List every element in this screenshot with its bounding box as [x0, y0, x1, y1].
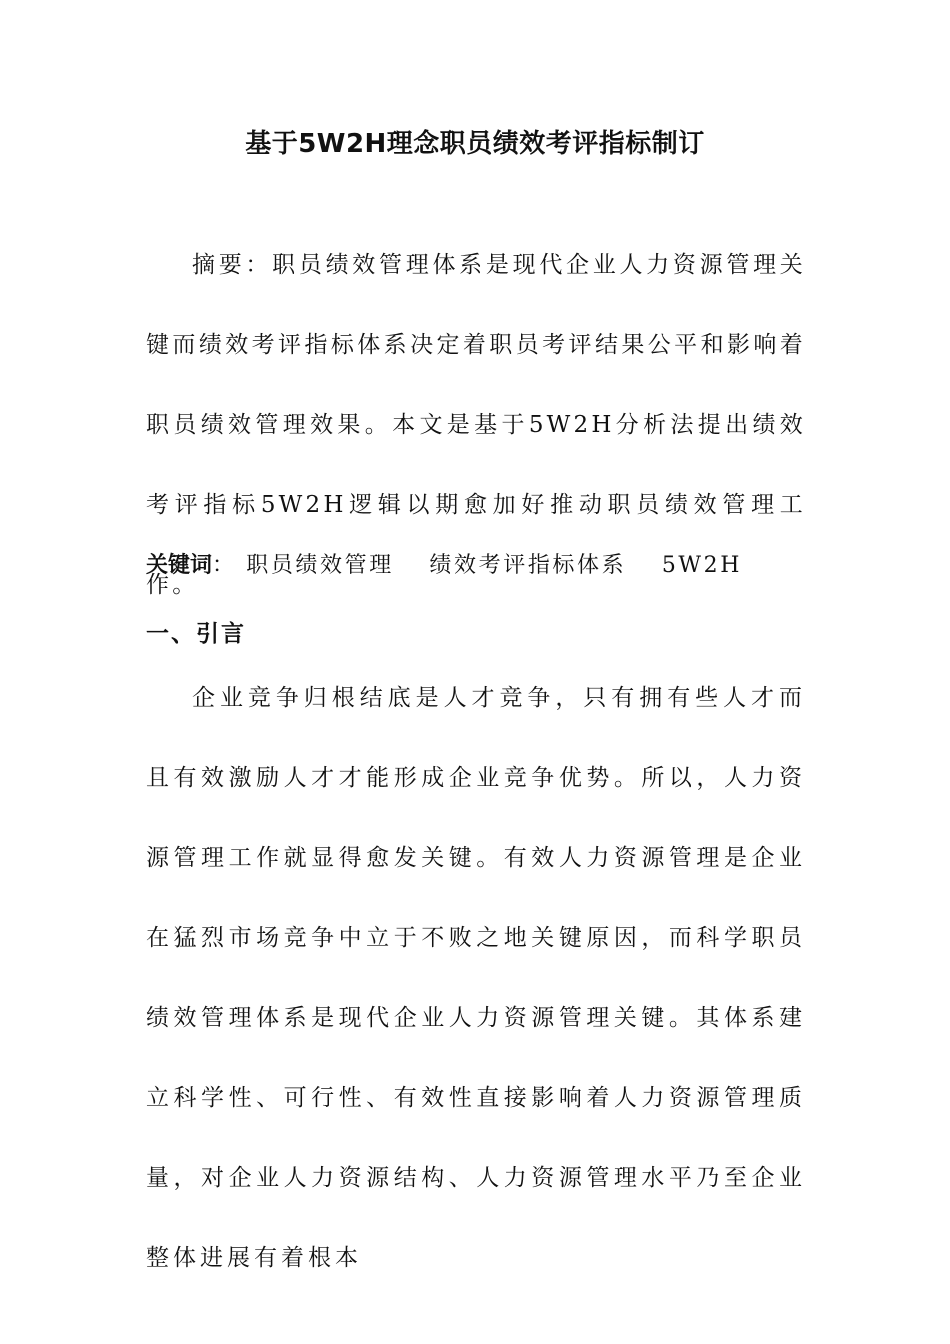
section-heading: 一、引言: [146, 621, 246, 647]
keywords-line: [146, 546, 768, 586]
keyword-item: 绩效考评指标体系: [429, 553, 627, 578]
document-title: 基于5W2H理念职员绩效考评指标制订: [245, 129, 705, 159]
keywords-separator: ：: [212, 553, 237, 578]
keywords-label: 关键词: [146, 553, 213, 578]
keyword-item: 5W2H: [661, 553, 743, 578]
body-paragraph: 企业竞争归根结底是人才竞争，只有拥有些人才而且有效激励人才才能形成企业竞争优势。所以，人力资源管理工作就显得愈发关键。有效人力资源管理是企业在猛烈市场竞争中立于不败之地关键原因，而科学职员绩效管理体系是现代企业人力资源管理关键。其体系建立科学性、可行性、有效性直接影响着人力资源管理质量，对企业人力资源结构、人力资源管理水平乃至企业整体进展有着根本: [146, 685, 806, 1271]
abstract-paragraph: 摘要：职员绩效管理体系是现代企业人力资源管理关键而绩效考评指标体系决定着职员考评结果公平和影响着职员绩效管理效果。本文是基于5W2H分析法提出绩效考评指标5W2H逻辑以期愈加好推动职员绩效管理工作。: [146, 252, 806, 598]
keyword-item: 职员绩效管理: [246, 553, 394, 578]
